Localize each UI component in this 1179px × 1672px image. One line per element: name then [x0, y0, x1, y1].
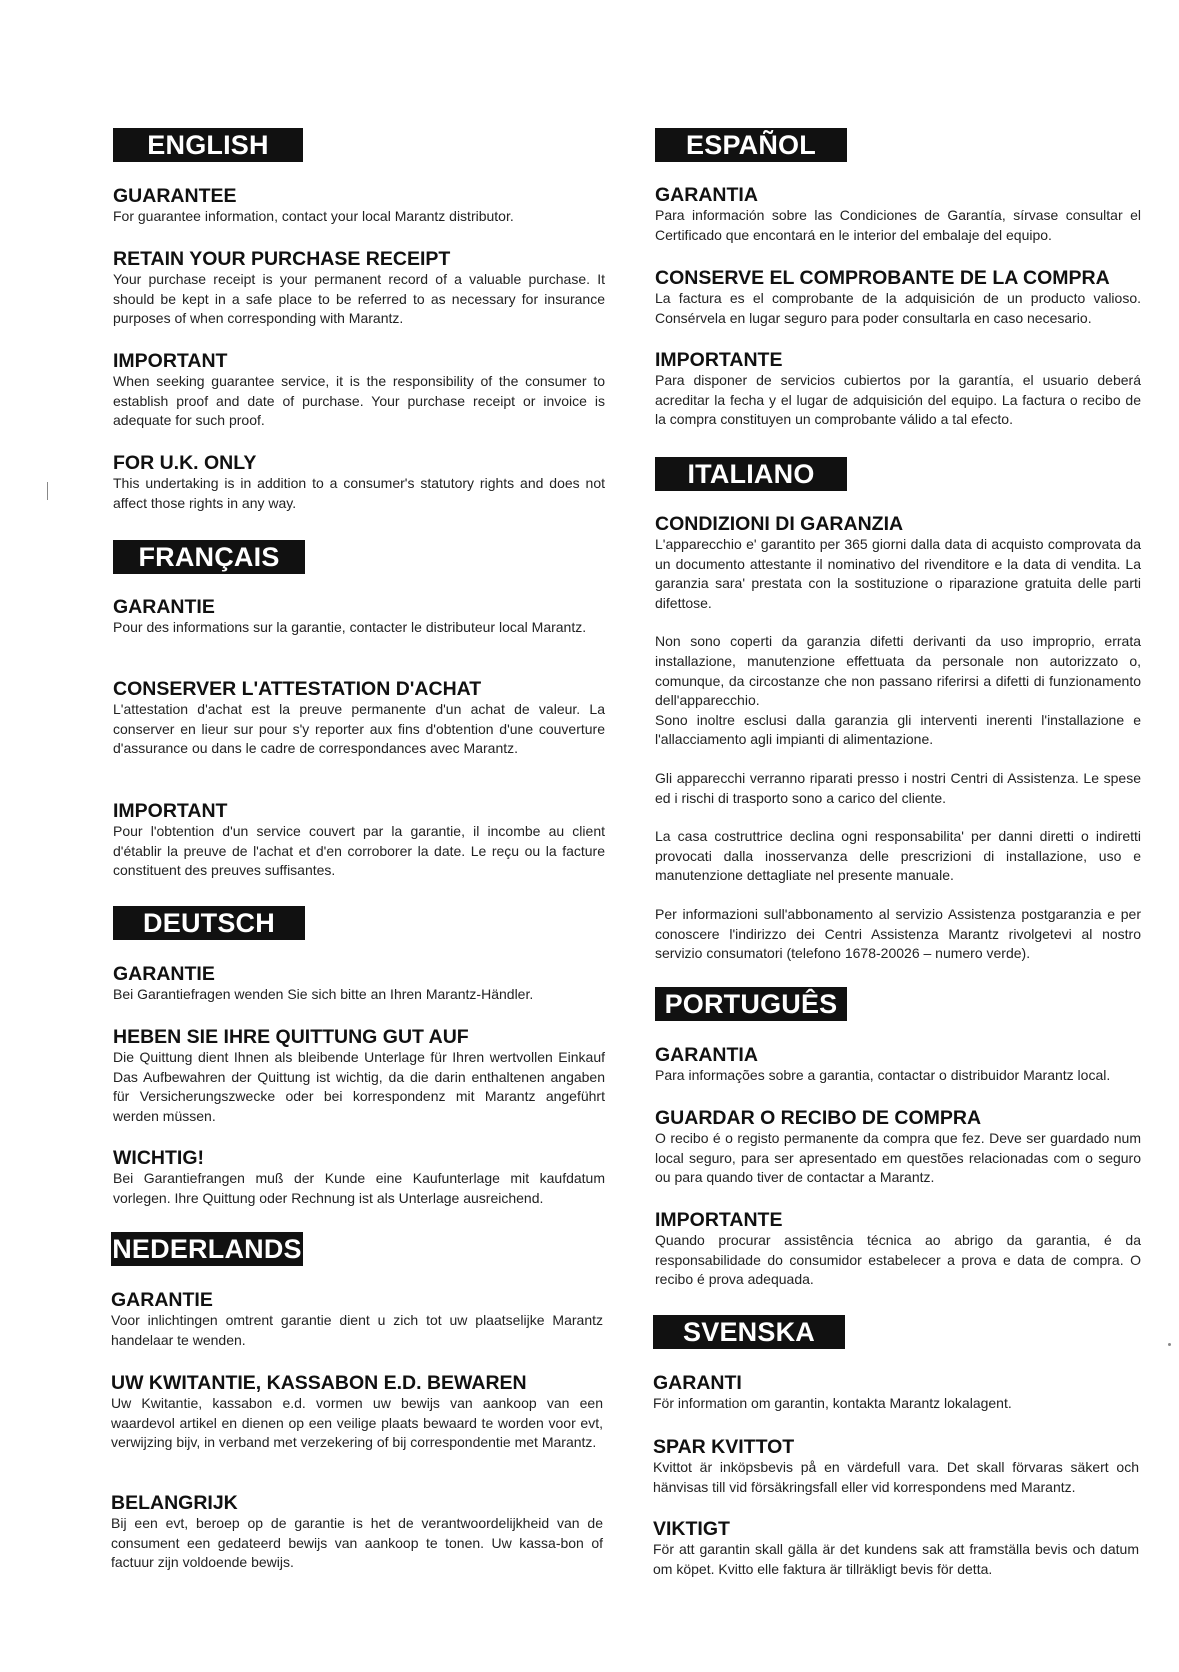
scan-dot — [1168, 1343, 1171, 1346]
section-heading: GARANTIE — [113, 596, 215, 618]
section-text: O recibo é o registo permanente da compra que fez. Deve ser guardado num local seguro, para ser apresentado em questões relacionadas com o seguro ou para quando tiver de contactar a Marantz. — [655, 1130, 1141, 1186]
section-heading: GUARDAR O RECIBO DE COMPRA — [655, 1107, 982, 1129]
section-heading: CONDIZIONI DI GARANZIA — [655, 513, 904, 535]
section-text: Pour des informations sur la garantie, contacter le distributeur local Marantz. — [113, 619, 587, 635]
section-text: Para disponer de servicios cubiertos por la garantía, el usuario deberá acreditar la fecha y el lugar de adquisición del equipo. La factura o recibo de la compra constituyen un comprobante válido a tal efecto. — [655, 372, 1141, 428]
francais-banner: FRANÇAIS — [113, 540, 305, 574]
section-text: L'apparecchio e' garantito per 365 giorni dalla data di acquisto comprovata da un documento attestante il nominativo del rivenditore e la data di vendita. La garanzia sara' prestata con la sostituzione o riparazione gratuita delle parti difettose. — [655, 536, 1141, 611]
portugues-banner: PORTUGUÊS — [655, 987, 847, 1021]
nederlands-belangrijk-section — [111, 1492, 603, 1573]
svenska-viktigt-section — [653, 1518, 1139, 1579]
section-text: Sono inoltre esclusi dalla garanzia gli interventi inerenti l'installazione e l'allacciamento agli impianti di alimentazione. — [655, 711, 1141, 748]
section-heading: CONSERVER L'ATTESTATION D'ACHAT — [113, 678, 482, 700]
portugues-garantia-section — [655, 1044, 1141, 1086]
section-text: For guarantee information, contact your local Marantz distributor. — [113, 208, 514, 224]
section-text: Kvittot är inköpsbevis på en värdefull vara. Det skall förvaras säkert och hänvisas till vid försäkringsfall eller vid korrespondens med Marantz. — [653, 1459, 1139, 1495]
section-heading: GARANTIA — [655, 184, 758, 206]
section-text: Pour l'obtention d'un service couvert par la garantie, il incombe au client d'établir la preuve de l'achat et d'en corroborer la date. Le reçu ou la facture constituent des preuves suffisantes. — [113, 823, 605, 879]
section-heading: CONSERVE EL COMPROBANTE DE LA COMPRA — [655, 267, 1110, 289]
section-heading: HEBEN SIE IHRE QUITTUNG GUT AUF — [113, 1026, 469, 1048]
section-text: Para información sobre las Condiciones de Garantía, sírvase consultar el Certificado que encontará en le interior del embalaje del equipo. — [655, 207, 1141, 243]
section-heading: VIKTIGT — [653, 1518, 730, 1540]
section-text: Your purchase receipt is your permanent record of a valuable purchase. It should be kept in a safe place to be referred to as necessary for insurance purposes of when corresponding with Marantz. — [113, 271, 605, 327]
section-text: Per informazioni sull'abbonamento al servizio Assistenza postgaranzia e per conoscere l'indirizzo dei Centri Assistenza Marantz rivolgetevi al nostro servizio consumatori (telefono 1678-20026 – numero verde). — [655, 905, 1141, 962]
section-text: Bei Garantiefrangen muß der Kunde eine Kaufunterlage mit kaufdatum vorlegen. Ihre Quittung oder Rechnung ist als Unterlage ausreichend. — [113, 1170, 605, 1206]
section-heading: GARANTIE — [111, 1289, 213, 1311]
deutsch-quittung-section — [113, 1026, 605, 1126]
section-heading: BELANGRIJK — [111, 1492, 238, 1514]
section-heading: RETAIN YOUR PURCHASE RECEIPT — [113, 248, 451, 270]
section-text: When seeking guarantee service, it is the responsibility of the consumer to establish proof and date of purchase. Your purchase receipt or invoice is adequate for such proof. — [113, 373, 605, 429]
section-heading: IMPORTANTE — [655, 1209, 783, 1231]
section-heading: IMPORTANTE — [655, 349, 783, 371]
section-heading: IMPORTANT — [113, 350, 228, 372]
section-text: Uw Kwitantie, kassabon e.d. vormen uw bewijs van aankoop van een waardevol artikel en dienen op een veilige plaats bewaard te worden voor evt, verwijzing bijv, in verband met verzekering of bij correspondentie met Marantz. — [111, 1395, 603, 1451]
nederlands-kwitantie-section — [111, 1372, 603, 1453]
section-heading: GARANTIA — [655, 1044, 758, 1066]
section-text: Voor inlichtingen omtrent garantie dient u zich tot uw plaatselijke Marantz handelaar te wenden. — [111, 1312, 603, 1348]
section-text: La factura es el comprobante de la adquisición de un producto valioso. Consérvela en lugar seguro para poder consultarla en caso necesario. — [655, 290, 1141, 326]
section-heading: GARANTIE — [113, 963, 215, 985]
portugues-importante-section — [655, 1209, 1141, 1290]
francais-garantie-section — [113, 596, 605, 638]
portugues-recibo-section — [655, 1107, 1141, 1188]
espanol-garantia-section — [655, 184, 1141, 245]
english-receipt-section — [113, 248, 605, 329]
nederlands-garantie-section — [111, 1289, 603, 1350]
section-heading: FOR U.K. ONLY — [113, 452, 257, 474]
svenska-banner: SVENSKA — [653, 1315, 845, 1349]
italiano-condizioni-section — [655, 513, 1141, 964]
section-text: För att garantin skall gälla är det kundens sak att framställa bevis och datum om köpet. Kvitto elle faktura är tillräkligt bevis för detta. — [653, 1541, 1139, 1577]
francais-attestation-section — [113, 678, 605, 759]
section-text: Bei Garantiefragen wenden Sie sich bitte an Ihren Marantz-Händler. — [113, 986, 534, 1002]
section-heading: GARANTI — [653, 1372, 742, 1394]
english-banner: ENGLISH — [113, 128, 303, 162]
section-text: Gli apparecchi verranno riparati presso i nostri Centri di Assistenza. Le spese ed i rischi di trasporto sono a carico del cliente. — [655, 769, 1141, 806]
section-heading: UW KWITANTIE, KASSABON E.D. BEWAREN — [111, 1372, 527, 1394]
section-text: La casa costruttrice declina ogni responsabilita' per danni diretti o indiretti provocati dalla inosservanza delle prescrizioni di installazione, uso e manutenzione dettagliate nel presente manuale. — [655, 828, 1141, 884]
section-text: Die Quittung dient Ihnen als bleibende Unterlage für Ihren wertvollen Einkauf Das Aufbewahren der Quittung ist wichtig, da die darin enthaltenen angaben für Versicherungszwecke oder bei korrespondenz mit Marantz angeführt werden müssen. — [113, 1049, 605, 1124]
italiano-banner: ITALIANO — [655, 457, 847, 491]
english-guarantee-section — [113, 185, 605, 227]
section-heading: IMPORTANT — [113, 800, 228, 822]
section-text: L'attestation d'achat est la preuve permanente d'un achat de valeur. La conserver en lieur sur pour s'y reporter aux fins d'obtention d'une couverture d'assurance ou dans le cadre de correspondances avec Marantz. — [113, 701, 605, 757]
francais-important-section — [113, 800, 605, 881]
section-text: Quando procurar assistência técnica ao abrigo da garantia, é da responsabilidade do consumidor estabelecer a prova e data de compra. O recibo é prova adequada. — [655, 1232, 1141, 1288]
deutsch-banner: DEUTSCH — [113, 906, 305, 940]
nederlands-banner: NEDERLANDS — [112, 1234, 302, 1264]
deutsch-garantie-section — [113, 963, 605, 1005]
espanol-banner: ESPAÑOL — [655, 128, 847, 162]
espanol-importante-section — [655, 349, 1141, 430]
section-text: Para informações sobre a garantia, contactar o distribuidor Marantz local. — [655, 1067, 1111, 1083]
section-text: För information om garantin, kontakta Marantz lokalagent. — [653, 1395, 1012, 1411]
section-text: Non sono coperti da garanzia difetti derivanti da uso improprio, errata installazione, manutenzione effettuata da personale non autorizzato o, comunque, da circostanze che non passano riferirsi a difetti di funzionamento dell'apparecchio. — [655, 633, 1141, 709]
svenska-garanti-section — [653, 1372, 1139, 1414]
english-important-section — [113, 350, 605, 431]
espanol-comprobante-section — [655, 267, 1141, 328]
scan-mark — [47, 482, 48, 500]
section-heading: SPAR KVITTOT — [653, 1436, 795, 1458]
english-uk-section — [113, 452, 605, 513]
deutsch-wichtig-section — [113, 1147, 605, 1208]
svenska-kvittot-section — [653, 1436, 1139, 1497]
section-text: This undertaking is in addition to a consumer's statutory rights and does not affect those rights in any way. — [113, 475, 605, 511]
section-heading: WICHTIG! — [113, 1147, 204, 1169]
section-text: Bij een evt, beroep op de garantie is het de verantwoordelijkheid van de consument een gedateerd bewijs van aankoop te tonen. Uw kassa-bon of factuur zijn voldoende bewijs. — [111, 1515, 603, 1571]
section-heading: GUARANTEE — [113, 185, 237, 207]
